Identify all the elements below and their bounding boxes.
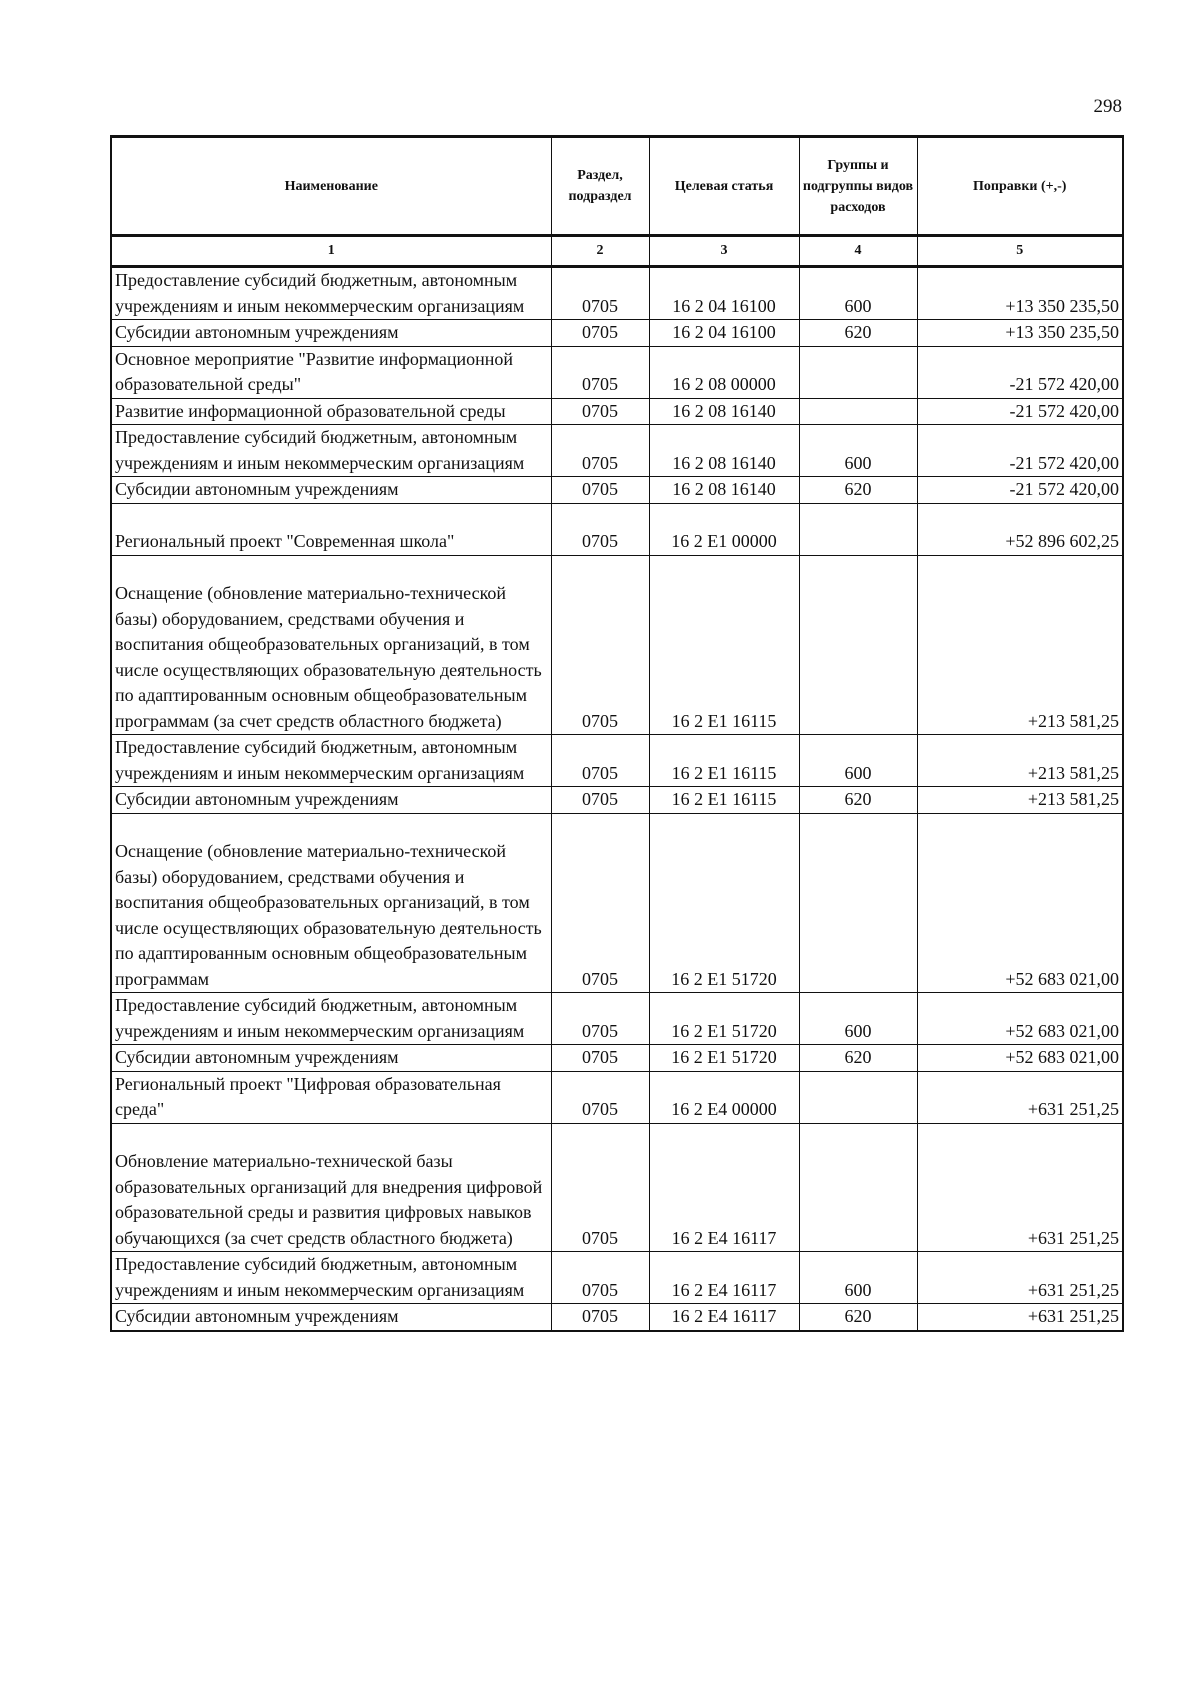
- row-target-article: 16 2 Е1 16115: [649, 787, 799, 814]
- row-amendment-amount: +213 581,25: [917, 555, 1123, 735]
- row-target-article: 16 2 Е4 16117: [649, 1123, 799, 1252]
- row-name: [111, 425, 551, 477]
- row-section: 0705: [551, 346, 649, 398]
- row-expense-group: 620: [799, 787, 917, 814]
- table-row: [111, 1304, 1123, 1331]
- header-row: [111, 137, 1123, 236]
- row-section: 0705: [551, 425, 649, 477]
- row-name: [111, 1304, 551, 1331]
- table-row: [111, 993, 1123, 1045]
- row-section: 0705: [551, 787, 649, 814]
- row-amendment-amount: +631 251,25: [917, 1071, 1123, 1123]
- header-expense-group: Группы и подгруппы видов расходов: [799, 137, 917, 236]
- row-expense-group: 600: [799, 267, 917, 320]
- table-row: [111, 735, 1123, 787]
- row-section: 0705: [551, 1304, 649, 1331]
- row-name-text: Субсидии автономным учреждениям: [115, 479, 399, 499]
- row-amendment-amount: -21 572 420,00: [917, 398, 1123, 425]
- row-target-article: 16 2 08 16140: [649, 425, 799, 477]
- row-section: 0705: [551, 1071, 649, 1123]
- row-name: [111, 1123, 551, 1252]
- row-amendment-amount: -21 572 420,00: [917, 425, 1123, 477]
- row-amendment-amount: +52 683 021,00: [917, 993, 1123, 1045]
- column-number-row: [111, 236, 1123, 267]
- row-name-text: Региональный проект "Современная школа": [115, 531, 455, 551]
- row-amendment-amount: +213 581,25: [917, 787, 1123, 814]
- table-row: [111, 425, 1123, 477]
- row-name: [111, 813, 551, 993]
- row-expense-group: 600: [799, 425, 917, 477]
- row-name-text: Обновление материально-технической базы образовательных организаций для внедрения цифровой образовательной среды и развития цифровых навыков обучающихся (за счет средств областного бюджета): [115, 1151, 543, 1248]
- row-name-text: Развитие информационной образовательной среды: [115, 400, 506, 421]
- page-number: 298: [1093, 96, 1122, 117]
- row-name-text: Предоставление субсидий бюджетным, автономным учреждениям и иным некоммерческим организациям: [115, 737, 525, 783]
- row-section: 0705: [551, 555, 649, 735]
- row-section: 0705: [551, 477, 649, 504]
- row-name: [111, 320, 551, 347]
- row-name-text: Субсидии автономным учреждениям: [115, 789, 399, 809]
- row-name: [111, 503, 551, 555]
- row-target-article: 16 2 Е4 16117: [649, 1304, 799, 1331]
- row-amendment-amount: +631 251,25: [917, 1304, 1123, 1331]
- row-expense-group: 620: [799, 1304, 917, 1331]
- header-section: Раздел, подраздел: [551, 137, 649, 236]
- row-amendment-amount: +52 683 021,00: [917, 1045, 1123, 1072]
- row-section: 0705: [551, 1252, 649, 1304]
- table-row: [111, 555, 1123, 735]
- row-target-article: 16 2 08 16140: [649, 477, 799, 504]
- cell-spacer: [115, 814, 548, 840]
- cell-spacer: [115, 504, 548, 530]
- row-name: [111, 346, 551, 398]
- row-section: 0705: [551, 503, 649, 555]
- row-name-text: Основное мероприятие "Развитие информационной образовательной среды": [115, 348, 514, 394]
- row-name-text: Оснащение (обновление материально-технической базы) оборудованием, средствами обучения и воспитания общеобразовательных организаций, в том числе осуществляющих образовательную деятельность по адаптированным основным общеобразовательным программам: [115, 841, 542, 989]
- table-row: [111, 1123, 1123, 1252]
- row-expense-group: 600: [799, 993, 917, 1045]
- row-name: [111, 787, 551, 814]
- row-expense-group: 620: [799, 1045, 917, 1072]
- row-target-article: 16 2 Е1 00000: [649, 503, 799, 555]
- row-target-article: 16 2 Е1 16115: [649, 735, 799, 787]
- row-amendment-amount: +52 896 602,25: [917, 503, 1123, 555]
- row-amendment-amount: +213 581,25: [917, 735, 1123, 787]
- row-amendment-amount: +631 251,25: [917, 1252, 1123, 1304]
- header-target-article: Целевая статья: [649, 137, 799, 236]
- table-row: [111, 1071, 1123, 1123]
- row-name: [111, 398, 551, 425]
- table-row: [111, 477, 1123, 504]
- row-amendment-amount: -21 572 420,00: [917, 477, 1123, 504]
- table-row: [111, 320, 1123, 347]
- row-name-text: Предоставление субсидий бюджетным, автономным учреждениям и иным некоммерческим организациям: [115, 270, 525, 316]
- row-expense-group: [799, 813, 917, 993]
- row-target-article: 16 2 Е1 16115: [649, 555, 799, 735]
- row-expense-group: [799, 503, 917, 555]
- row-expense-group: [799, 346, 917, 398]
- row-target-article: 16 2 Е4 16117: [649, 1252, 799, 1304]
- column-number: 1: [111, 236, 551, 267]
- row-name-text: Субсидии автономным учреждениям: [115, 322, 399, 342]
- column-number: 3: [649, 236, 799, 267]
- row-expense-group: [799, 555, 917, 735]
- row-target-article: 16 2 04 16100: [649, 320, 799, 347]
- row-target-article: 16 2 Е1 51720: [649, 1045, 799, 1072]
- row-name-text: Предоставление субсидий бюджетным, автономным учреждениям и иным некоммерческим организациям: [115, 1254, 525, 1300]
- table-row: [111, 503, 1123, 555]
- row-expense-group: 620: [799, 477, 917, 504]
- table-row: [111, 787, 1123, 814]
- row-name: [111, 477, 551, 504]
- row-amendment-amount: +52 683 021,00: [917, 813, 1123, 993]
- row-section: 0705: [551, 735, 649, 787]
- header-amendments: Поправки (+,-): [917, 137, 1123, 236]
- row-name-text: Региональный проект "Цифровая образовательная среда": [115, 1073, 501, 1119]
- row-section: 0705: [551, 267, 649, 320]
- row-amendment-amount: +631 251,25: [917, 1123, 1123, 1252]
- row-name: [111, 1045, 551, 1072]
- table-row: [111, 1045, 1123, 1072]
- row-target-article: 16 2 08 00000: [649, 346, 799, 398]
- table-row: [111, 267, 1123, 320]
- row-name-text: Субсидии автономным учреждениям: [115, 1306, 399, 1326]
- budget-amendments-table: [110, 135, 1124, 1332]
- column-number: 4: [799, 236, 917, 267]
- row-name-text: Субсидии автономным учреждениям: [115, 1047, 399, 1067]
- row-section: 0705: [551, 320, 649, 347]
- header-name: Наименование: [111, 137, 551, 236]
- row-name: [111, 1252, 551, 1304]
- row-amendment-amount: +13 350 235,50: [917, 320, 1123, 347]
- row-amendment-amount: +13 350 235,50: [917, 267, 1123, 320]
- table-row: [111, 398, 1123, 425]
- row-expense-group: 600: [799, 1252, 917, 1304]
- row-name: [111, 735, 551, 787]
- column-number: 2: [551, 236, 649, 267]
- row-name-text: Предоставление субсидий бюджетным, автономным учреждениям и иным некоммерческим организациям: [115, 427, 525, 473]
- row-expense-group: [799, 1123, 917, 1252]
- table-row: [111, 1252, 1123, 1304]
- row-expense-group: [799, 398, 917, 425]
- row-target-article: 16 2 Е4 00000: [649, 1071, 799, 1123]
- cell-spacer: [115, 556, 548, 582]
- table-row: [111, 346, 1123, 398]
- row-section: 0705: [551, 993, 649, 1045]
- table-row: [111, 813, 1123, 993]
- row-expense-group: [799, 1071, 917, 1123]
- row-name-text: Оснащение (обновление материально-технической базы) оборудованием, средствами обучения и воспитания общеобразовательных организаций, в том числе осуществляющих образовательную деятельность по адаптированным основным общеобразовательным программам (за счет средств областного бюджета): [115, 583, 542, 731]
- row-name: [111, 555, 551, 735]
- row-target-article: 16 2 Е1 51720: [649, 813, 799, 993]
- row-name-text: Предоставление субсидий бюджетным, автономным учреждениям и иным некоммерческим организациям: [115, 995, 525, 1041]
- row-section: 0705: [551, 398, 649, 425]
- row-section: 0705: [551, 1045, 649, 1072]
- row-target-article: 16 2 04 16100: [649, 267, 799, 320]
- table-body: [111, 267, 1123, 1331]
- row-expense-group: 620: [799, 320, 917, 347]
- cell-spacer: [115, 1124, 548, 1150]
- row-section: 0705: [551, 813, 649, 993]
- row-target-article: 16 2 Е1 51720: [649, 993, 799, 1045]
- row-target-article: 16 2 08 16140: [649, 398, 799, 425]
- row-expense-group: 600: [799, 735, 917, 787]
- row-amendment-amount: -21 572 420,00: [917, 346, 1123, 398]
- row-name: [111, 1071, 551, 1123]
- row-name: [111, 267, 551, 320]
- row-section: 0705: [551, 1123, 649, 1252]
- column-number: 5: [917, 236, 1123, 267]
- row-name: [111, 993, 551, 1045]
